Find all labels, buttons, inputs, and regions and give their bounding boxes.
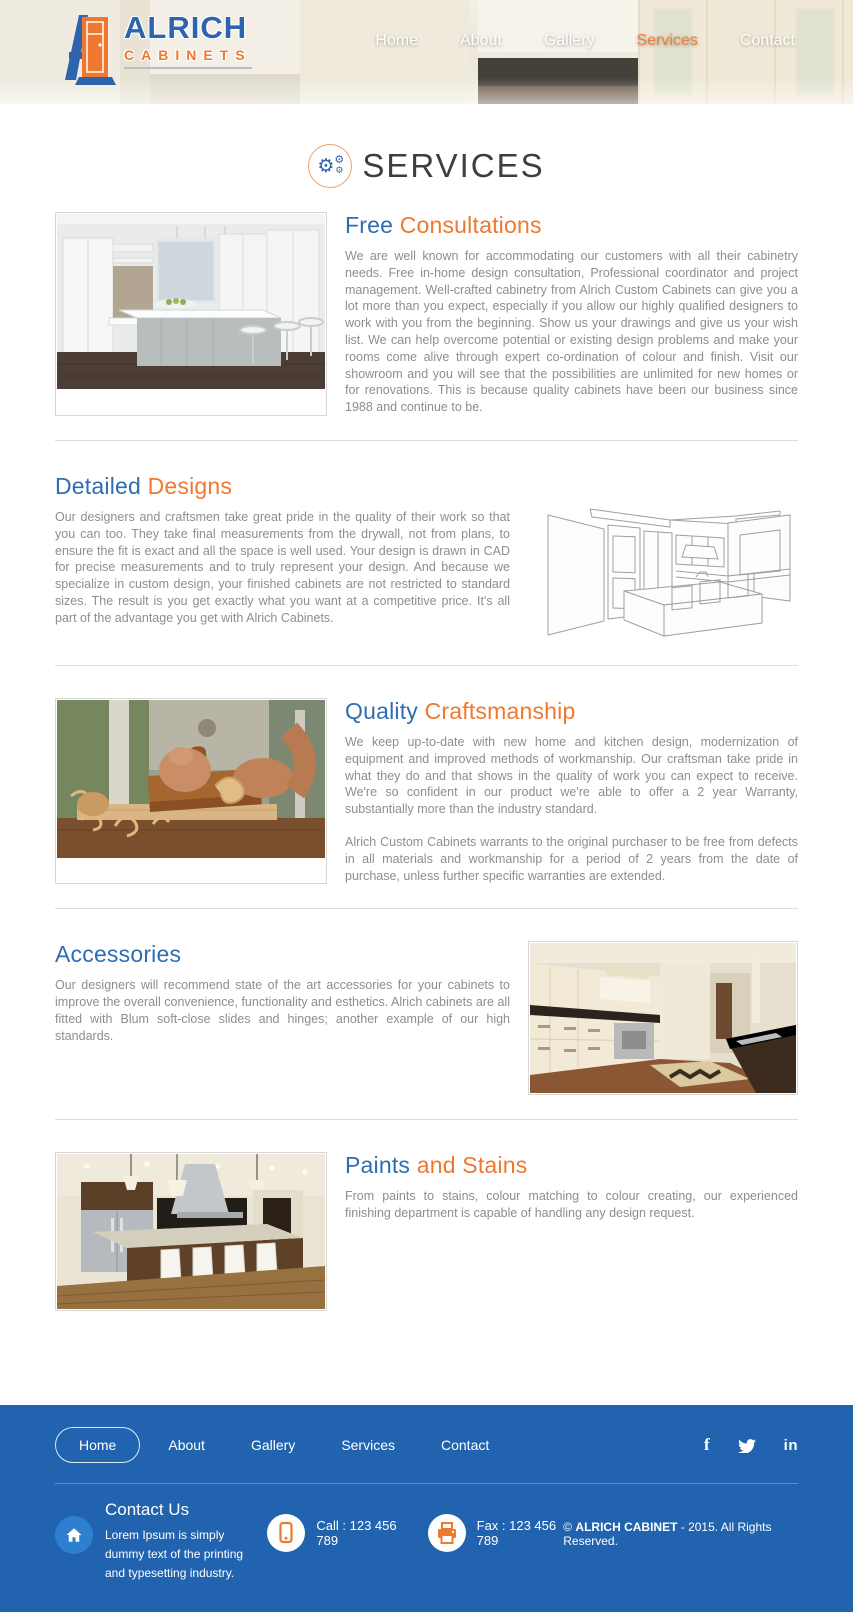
section-quality-craftsmanship (55, 674, 798, 900)
nav-contact[interactable]: Contact (739, 32, 795, 49)
logo-name: ALRICH (124, 10, 248, 45)
site-header (0, 0, 853, 104)
section-paragraph: Alrich Custom Cabinets warrants to the original purchaser to be free from defects in all materials and workmanship for a period of 2 years from the date of purchase, unless further specific warranties are extended. (345, 834, 798, 883)
section-heading: Paints and Stains (345, 1152, 528, 1179)
twitter-icon[interactable] (738, 1438, 756, 1453)
contact-us-block (55, 1500, 253, 1582)
fax-icon (428, 1514, 466, 1552)
nav-gallery[interactable]: Gallery (543, 32, 595, 49)
linkedin-icon[interactable]: in (783, 1436, 798, 1454)
section-divider (55, 908, 798, 909)
page-title-block (0, 144, 853, 188)
contact-us-blurb: Lorem Ipsum is simply dummy text of the printing and typesetting industry. (105, 1528, 244, 1580)
section-divider (55, 665, 798, 666)
section-heading: Detailed Designs (55, 472, 233, 499)
free-consultations-image (55, 212, 327, 416)
nav-services[interactable]: Services (636, 32, 698, 49)
section-accessories (55, 917, 798, 1111)
footer-nav-about[interactable]: About (168, 1437, 205, 1454)
home-icon (55, 1516, 93, 1554)
footer-nav-home[interactable]: Home (55, 1427, 140, 1463)
footer-divider (55, 1483, 798, 1484)
nav-home[interactable]: Home (375, 32, 418, 49)
section-detailed-designs (55, 449, 798, 657)
main-content (0, 144, 853, 1405)
site-footer (0, 1405, 853, 1612)
footer-nav-gallery[interactable]: Gallery (250, 1437, 296, 1454)
paints-and-stains-image (55, 1152, 327, 1311)
call-number: Call : 123 456 789 (316, 1518, 397, 1549)
section-heading: Quality Craftsmanship (345, 697, 576, 724)
fax-number: Fax : 123 456 789 (476, 1518, 557, 1549)
page-title: SERVICES (362, 147, 545, 184)
section-heading: Free Consultations (345, 212, 542, 238)
fax-info[interactable] (428, 1514, 564, 1552)
section-paragraph: From paints to stains, colour matching to colour creating, our experienced finishing department is capable of handling any design request. (345, 1189, 798, 1221)
section-paragraph: We are well known for accommodating our customers with all their cabinetry needs. Free in-home design consultation, Professional coordinator and project management. Well-crafted cabinetry from Alrich Custom Cabinets can give you a lot more than you expect, especially if you allow our highly qualified designers to work with you from the beginning. Show us your drawings and give us your wish list. We can help overcome potential or existing design problems and make your rooms come alive through expert co-ordination of colour and finish. Visit our showroom and you will see that the possibilities are unlimited for new homes or for renovations. This is because quality cabinets have been our business since 1988 and continue to be. (345, 249, 798, 415)
detailed-designs-cad-image (528, 473, 798, 641)
footer-nav-contact[interactable]: Contact (441, 1437, 490, 1454)
quality-craftsmanship-image (55, 698, 327, 884)
accessories-image (528, 941, 798, 1095)
footer-nav (55, 1427, 507, 1463)
footer-nav-services[interactable]: Services (341, 1437, 395, 1454)
facebook-icon[interactable]: f (703, 1435, 710, 1455)
section-divider (55, 1119, 798, 1120)
main-nav (375, 32, 795, 50)
section-paragraph: We keep up-to-date with new home and kitchen design, modernization of equipment and improved methods of workmanship. Our craftsman take pride in what they do and that shows in the quality of work you can expect to receive. We're so confident in our product we're able to offer a 2 year Warranty, substantially more than the industry standard. (345, 734, 798, 817)
section-paragraph: Our designers will recommend state of the art accessories for your cabinets to improve the overall convenience, functionality and esthetics. Alrich cabinets are all fitted with Blum soft-close slides and hinges; another example of our high standards. (55, 978, 510, 1043)
logo[interactable] (64, 12, 252, 88)
section-free-consultations (55, 188, 798, 432)
logo-subtitle: CABINETS (124, 47, 252, 69)
section-paints-and-stains (55, 1128, 798, 1327)
logo-mark-icon (64, 12, 116, 88)
nav-about[interactable]: About (460, 32, 502, 49)
call-info[interactable] (267, 1514, 403, 1552)
phone-icon (267, 1514, 305, 1552)
section-paragraph: Our designers and craftsmen take great pride in the quality of their work so that you can too. They take final measurements from the drywall, not from plans, to ensure the fit is exact and all the space is well used. Your design is drawn in CAD for precise measurements and to truly represent your design. And because we specialize in custom design, your finished cabinets are not restricted to standard sizes. The result is you get exactly what you want at a competitive price. It's all part of the advantage you get with Alrich Cabinets. (55, 509, 510, 625)
section-heading: Accessories (55, 941, 182, 968)
section-divider (55, 440, 798, 441)
contact-us-heading: Contact Us (105, 1500, 190, 1520)
gears-icon: ⚙ ⚙ ⚙ (308, 144, 352, 188)
copyright: © ALRICH CABINET - 2015. All Rights Reserved. (563, 1520, 772, 1549)
